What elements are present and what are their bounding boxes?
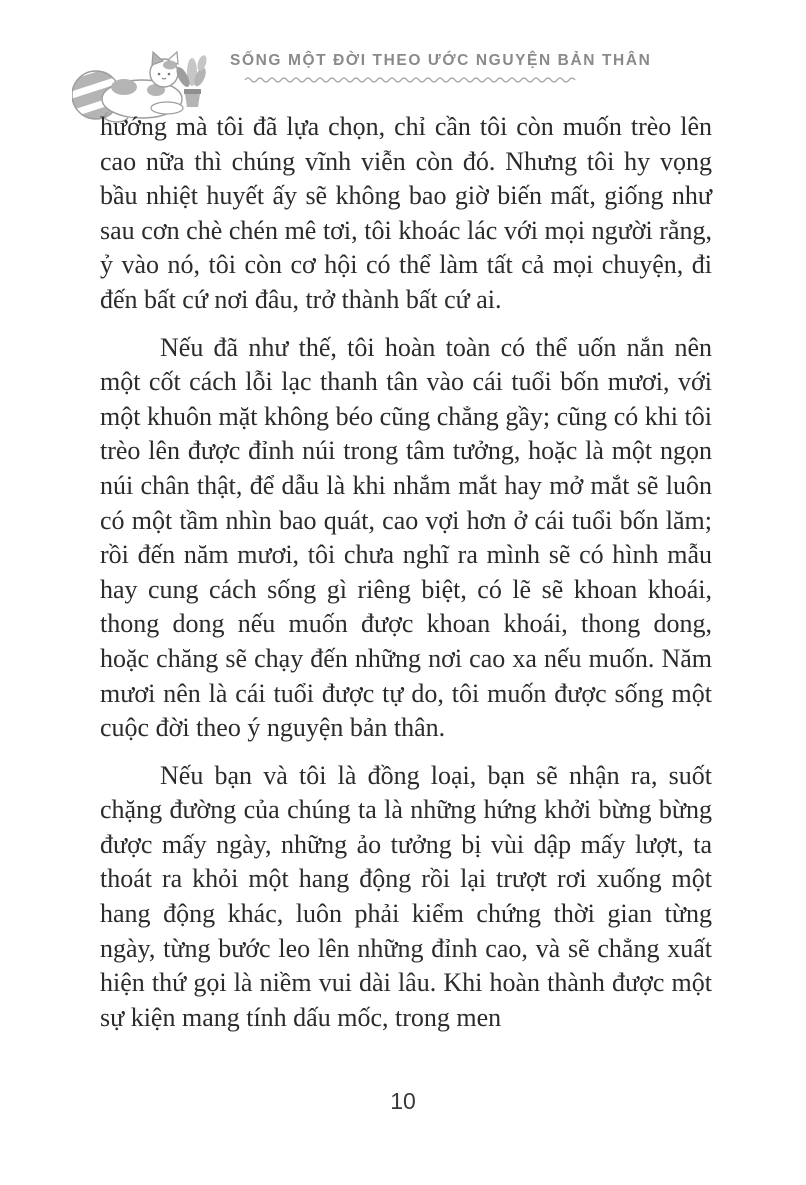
wavy-underline [244,75,586,84]
page-body [100,110,712,1035]
paragraph: Nếu đã như thế, tôi hoàn toàn có thể uốn nắn nên một cốt cách lỗi lạc thanh tân vào cái tuổi bốn mươi, với một khuôn mặt không béo cũng chẳng gầy; cũng có khi tôi trèo lên được đỉnh núi trong tâm tưởng, hoặc là một ngọn núi chân thật, để dẫu là khi nhắm mắt hay mở mắt sẽ luôn có một tầm nhìn bao quát, cao vợi hơn ở cái tuổi bốn lăm; rồi đến năm mươi, tôi chưa nghĩ ra mình sẽ có hình mẫu hay cung cách sống gì riêng biệt, có lẽ sẽ khoan khoái, thong dong nếu muốn được khoan khoái, thong dong, hoặc chăng sẽ chạy đến những nơi cao xa nếu muốn. Năm mươi nên là cái tuổi được tự do, tôi muốn được sống một cuộc đời theo ý nguyện bản thân. [100,332,712,743]
page-number: 10 [390,1088,416,1114]
paragraph: hướng mà tôi đã lựa chọn, chỉ cần tôi còn muốn trèo lên cao nữa thì chúng vĩnh viễn còn đó. Nhưng tôi hy vọng bầu nhiệt huyết ấy sẽ không bao giờ biến mất, giống như sau cơn chè chén mê tơi, tôi khoác lác với mọi người rằng, ỷ vào nó, tôi còn cơ hội có thể làm tất cả mọi chuyện, đi đến bất cứ nơi đâu, trở thành bất cứ ai. [100,112,712,314]
paragraph: Nếu bạn và tôi là đồng loại, bạn sẽ nhận ra, suốt chặng đường của chúng ta là những hứng khởi bừng bừng được mấy ngày, những ảo tưởng bị vùi dập mấy lượt, ta thoát ra khỏi một hang động rồi lại trượt rơi xuống một hang động khác, luôn phải kiểm chứng thời gian từng ngày, từng bước leo lên những đỉnh cao, và sẽ chẳng xuất hiện thứ gọi là niềm vui dài lâu. Khi hoàn thành được một sự kiện mang tính dấu mốc, trong men [100,760,712,1032]
running-title-block [230,52,652,84]
running-title: SỐNG MỘT ĐỜI THEO ƯỚC NGUYỆN BẢN THÂN [230,52,652,69]
